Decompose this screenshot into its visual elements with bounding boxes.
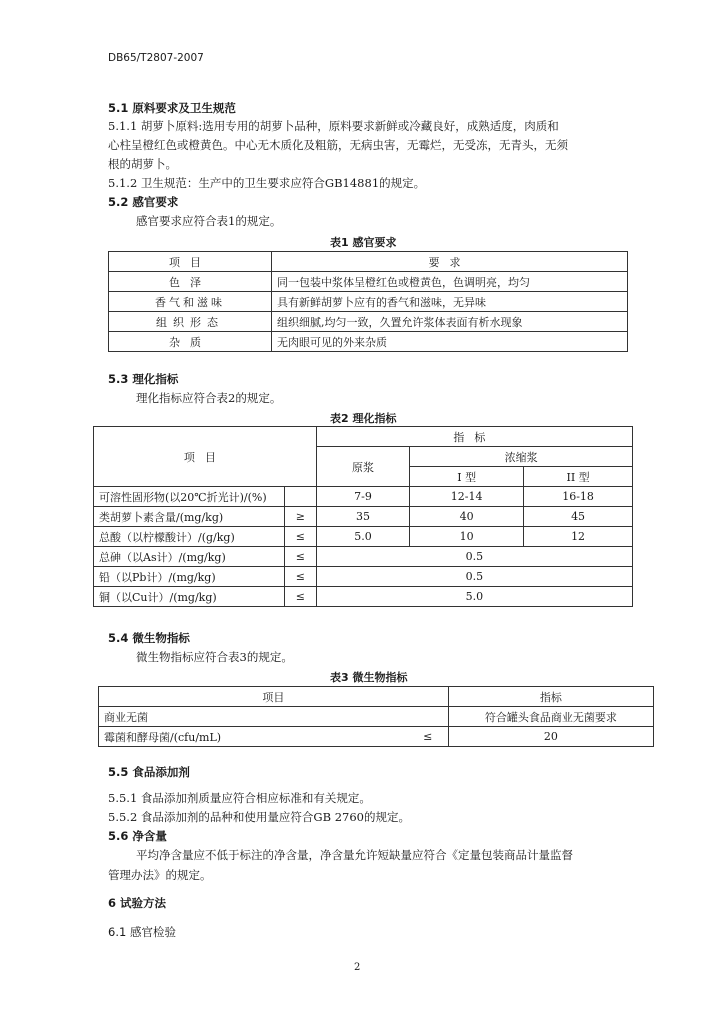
table-cell: ≤ — [284, 567, 316, 587]
table-cell: 杂质 — [109, 332, 272, 352]
table-cell: ≤ — [284, 587, 316, 607]
table-row — [109, 312, 628, 332]
section-5-4-intro: 微生物指标应符合表3的规定。 — [136, 650, 293, 664]
table-cell: 商业无菌 — [99, 707, 449, 727]
table2-physicochemical — [93, 426, 633, 607]
para-5-5-2: 5.5.2 食品添加剂的品种和使用量应符合GB 2760的规定。 — [108, 810, 410, 824]
table-header-cell: 浓缩浆 — [410, 447, 633, 467]
para-5-1-2: 5.1.2 卫生规范：生产中的卫生要求应符合GB14881的规定。 — [108, 176, 426, 190]
table-cell: 香气和滋味 — [109, 292, 272, 312]
table-cell: 10 — [410, 527, 524, 547]
section-5-1-title: 5.1 原料要求及卫生规范 — [108, 101, 236, 115]
table-row — [99, 727, 654, 747]
para-5-6-line2: 管理办法》的规定。 — [108, 868, 212, 882]
table-cell: 可溶性固形物(以20℃折光计)/(%) — [94, 487, 285, 507]
table-cell: ≤ — [408, 727, 449, 747]
table-header-cell: 项目 — [109, 252, 272, 272]
table-row — [109, 292, 628, 312]
table-cell: 无肉眼可见的外来杂质 — [272, 332, 628, 352]
table-header-cell: 原浆 — [316, 447, 409, 487]
section-5-4-title: 5.4 微生物指标 — [108, 631, 190, 645]
section-6-title: 6 试验方法 — [108, 896, 167, 910]
table-cell: 12 — [524, 527, 633, 547]
table-row — [109, 272, 628, 292]
section-5-2-intro: 感官要求应符合表1的规定。 — [136, 214, 282, 228]
table-cell: 符合罐头食品商业无菌要求 — [448, 707, 653, 727]
table-cell: 组织细腻,均匀一致，久置允许浆体表面有析水现象 — [272, 312, 628, 332]
table-cell: 0.5 — [316, 567, 632, 587]
para-5-1-1-line1: 5.1.1 胡萝卜原料:选用专用的胡萝卜品种，原料要求新鲜或冷藏良好，成熟适度，肉质和 — [108, 119, 559, 133]
table-cell: 35 — [316, 507, 409, 527]
table-header-row — [109, 252, 628, 272]
table3-caption: 表3 微生物指标 — [330, 671, 408, 684]
table-row — [94, 527, 633, 547]
table3-microbial — [98, 686, 654, 747]
table-cell: ≥ — [284, 507, 316, 527]
table-cell: 5.0 — [316, 587, 632, 607]
table-cell: 组织形态 — [109, 312, 272, 332]
table-header-cell: 指标 — [316, 427, 632, 447]
para-5-6-line1: 平均净含量应不低于标注的净含量，净含量允许短缺量应符合《定量包装商品计量监督 — [136, 848, 573, 862]
table-cell: 具有新鲜胡萝卜应有的香气和滋味，无异味 — [272, 292, 628, 312]
table-header-cell: 指标 — [448, 687, 653, 707]
table-header-cell: 项目 — [99, 687, 449, 707]
table-cell: 16-18 — [524, 487, 633, 507]
page-number: 2 — [354, 962, 361, 973]
table-row — [94, 487, 633, 507]
table-cell: 同一包装中浆体呈橙红色或橙黄色，色调明亮，均匀 — [272, 272, 628, 292]
table-cell: 0.5 — [316, 547, 632, 567]
table-cell: 铜（以Cu计）/(mg/kg) — [94, 587, 285, 607]
table-row — [94, 567, 633, 587]
table-cell: 类胡萝卜素含量/(mg/kg) — [94, 507, 285, 527]
section-6-1-title: 6.1 感官检验 — [108, 925, 176, 939]
section-5-5-title: 5.5 食品添加剂 — [108, 765, 190, 779]
table1-sensory — [108, 251, 628, 352]
document-id: DB65/T2807-2007 — [108, 52, 204, 64]
section-5-2-title: 5.2 感官要求 — [108, 195, 179, 209]
table-row — [99, 707, 654, 727]
table-header-row — [99, 687, 654, 707]
section-5-3-title: 5.3 理化指标 — [108, 372, 179, 386]
table-cell: 40 — [410, 507, 524, 527]
table-cell: ≤ — [284, 547, 316, 567]
section-5-3-intro: 理化指标应符合表2的规定。 — [136, 391, 282, 405]
table-cell: 铅（以Pb计）/(mg/kg) — [94, 567, 285, 587]
table-header-cell: I 型 — [410, 467, 524, 487]
table-row — [94, 547, 633, 567]
para-5-1-1-line3: 根的胡萝卜。 — [108, 157, 177, 171]
table-cell: 12-14 — [410, 487, 524, 507]
table-header-cell: 要求 — [272, 252, 628, 272]
table-cell: 5.0 — [316, 527, 409, 547]
section-5-6-title: 5.6 净含量 — [108, 829, 167, 843]
table-cell: 总酸（以柠檬酸计）/(g/kg) — [94, 527, 285, 547]
table-cell: ≤ — [284, 527, 316, 547]
table-cell: 总砷（以As计）/(mg/kg) — [94, 547, 285, 567]
table-row — [109, 332, 628, 352]
table-header-cell: II 型 — [524, 467, 633, 487]
table-row — [94, 507, 633, 527]
para-5-1-1-line2: 心柱呈橙红色或橙黄色。中心无木质化及粗筋，无病虫害，无霉烂，无受冻，无青头，无须 — [108, 138, 568, 152]
table-header-row — [94, 427, 633, 447]
table1-caption: 表1 感官要求 — [330, 236, 397, 249]
table-header-cell: 项目 — [94, 427, 317, 487]
table-cell: 45 — [524, 507, 633, 527]
table-cell: 霉菌和酵母菌/(cfu/mL) — [99, 727, 408, 747]
table-row — [94, 587, 633, 607]
table-cell: 20 — [448, 727, 653, 747]
para-5-5-1: 5.5.1 食品添加剂质量应符合相应标准和有关规定。 — [108, 791, 371, 805]
table2-caption: 表2 理化指标 — [330, 412, 397, 425]
table-cell: 色泽 — [109, 272, 272, 292]
table-cell — [284, 487, 316, 507]
table-cell: 7-9 — [316, 487, 409, 507]
